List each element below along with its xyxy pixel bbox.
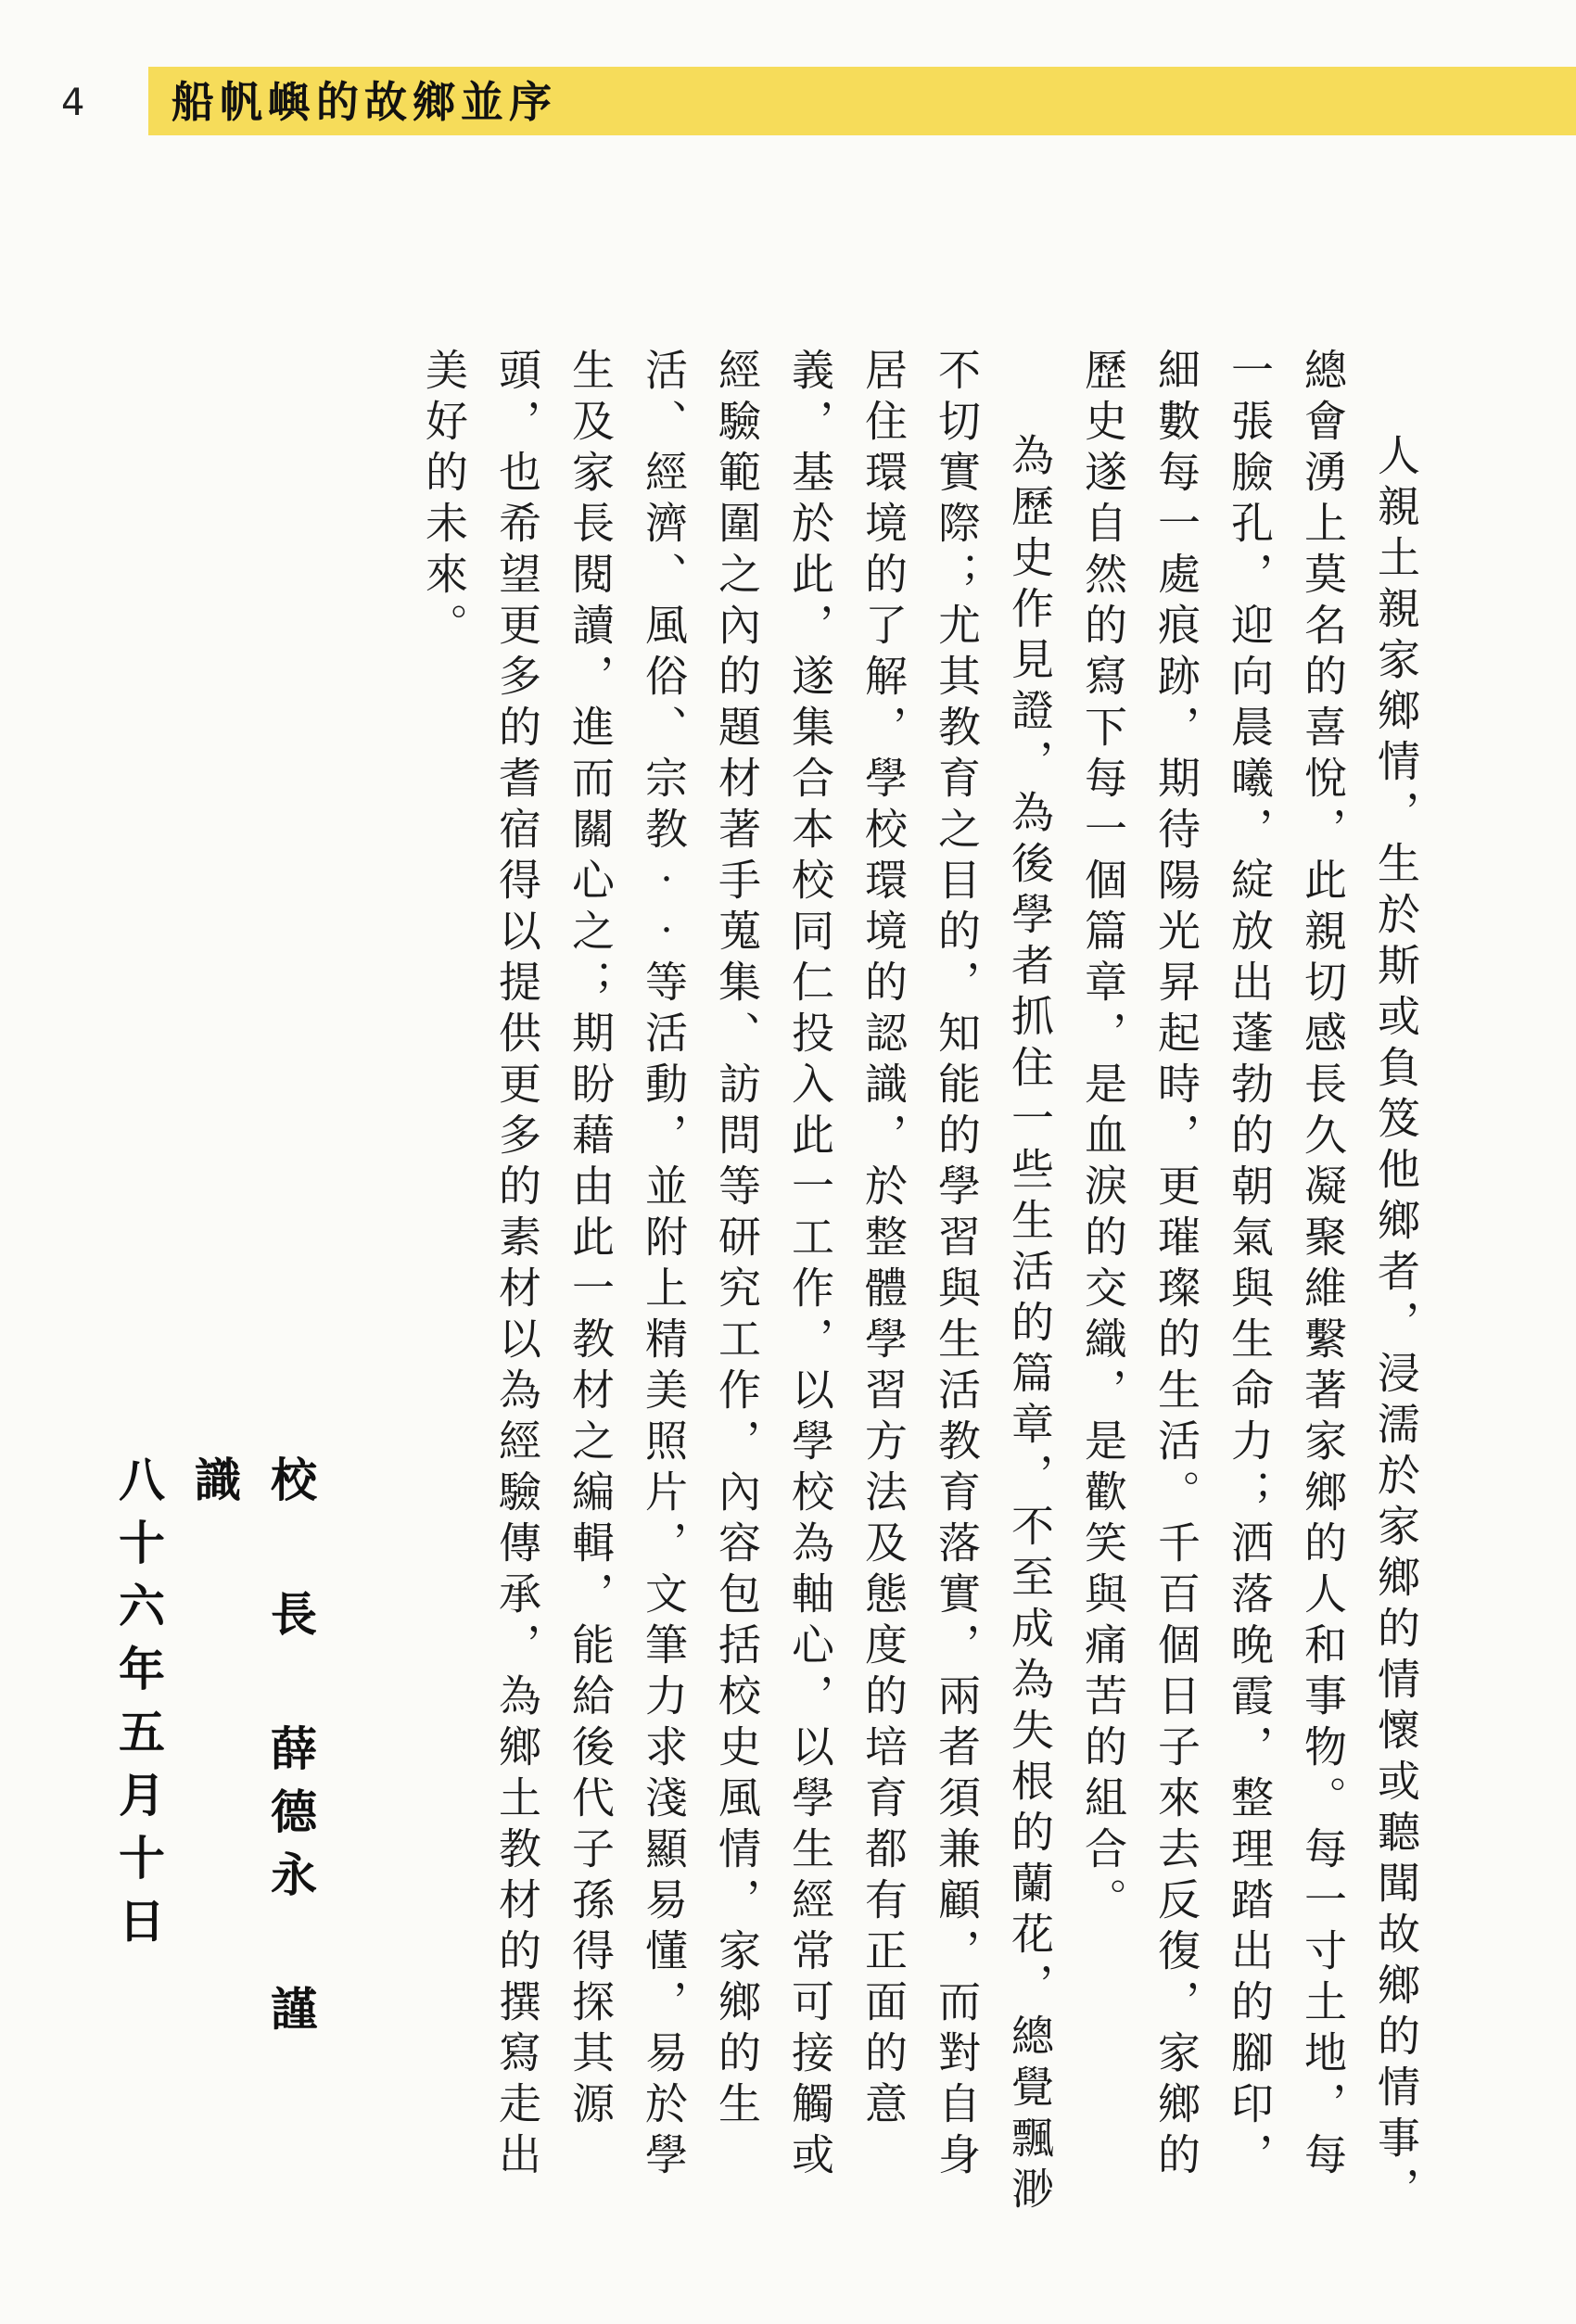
page-title: 船帆嶼的故鄉並序 [172,77,557,127]
signature-author: 校 長 薛德永 謹識 [187,1455,318,2048]
signature-date: 八十六年五月十日 [111,1455,166,1960]
signature-block [100,1455,328,2104]
paragraph-2: 為歷史作見證，為後學者抓住一些生活的篇章，不至成為失根的蘭花，總覺飄渺不切實際；尤其教育之目的，知能的學習與生活教育落實，兩者須兼顧，而對自身居住環境的了解，學校環境的認識，於整體學習方法及態度的培育都有正面的意義，基於此，遂集合本校同仁投入此一工作，以學校為軸心，以學生經常可接觸或經驗範圍之內的題材著手蒐集、訪問等研究工作，內容包括校史風情，家鄉的生活、經濟、風俗、宗教‧‧等活動，並附上精美照片，文筆力求淺顯易懂，易於學生及家長閱讀，進而關心之；期盼藉由此一教材之編輯，能給後代子孫得探其源頭，也希望更多的耆宿得以提供更多的素材以為經驗傳承，為鄉土教材的撰寫走出美好的未來。 [419,348,1055,2217]
preface-body [407,348,1432,2220]
page-number: 4 [61,82,85,124]
paragraph-1: 人親土親家鄉情，生於斯或負笈他鄉者，浸濡於家鄉的情懷或聽聞故鄉的情事，總會湧上莫名的喜悅，此親切感長久凝聚維繫著家鄉的人和事物。每一寸土地，每一張臉孔，迎向晨曦，綻放出蓬勃的朝氣與生命力；洒落晚霞，整理踏出的腳印，細數每一處痕跡，期待陽光昇起時，更璀璨的生活。千百個日子來去反復，家鄉的歷史遂自然的寫下每一個篇章，是血淚的交織，是歡笑與痛苦的組合。 [1078,348,1421,2217]
